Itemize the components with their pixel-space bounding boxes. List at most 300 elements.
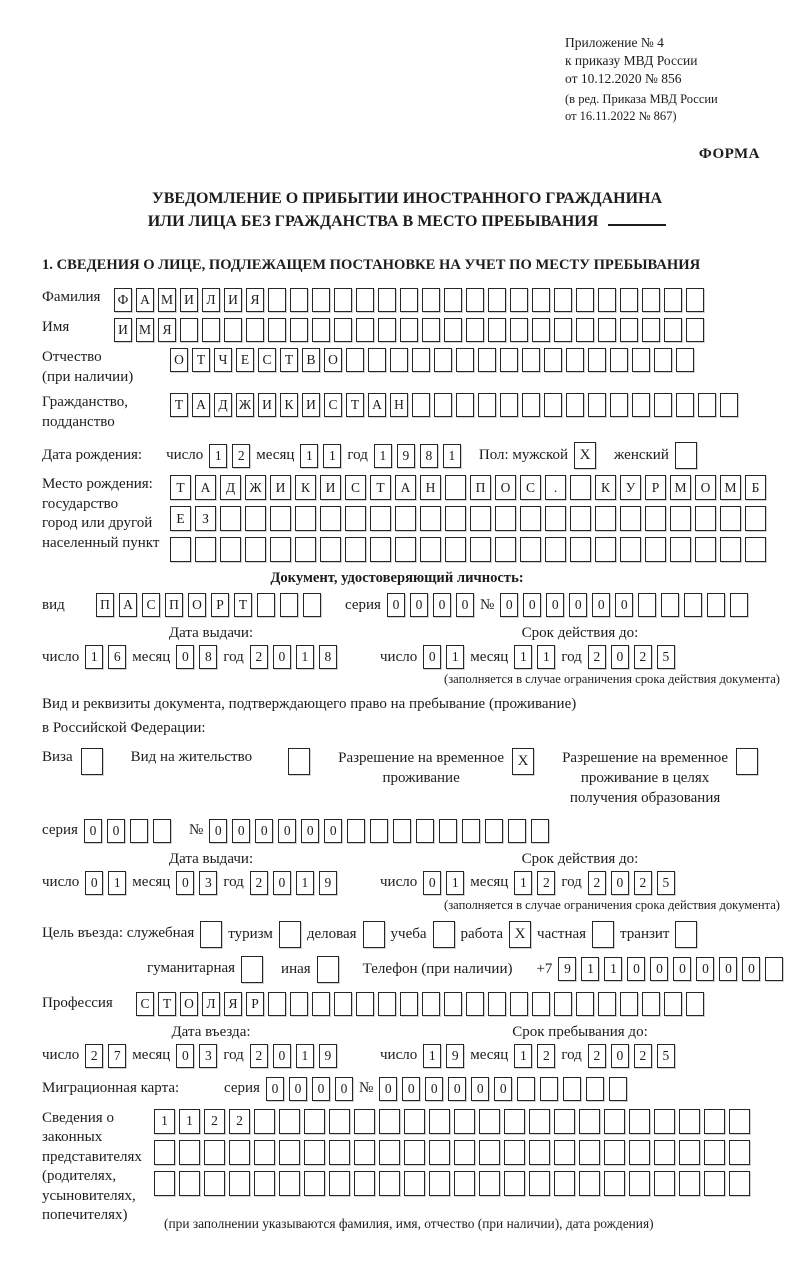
char-cell[interactable] [312,288,330,312]
char-cell[interactable] [356,288,374,312]
char-cell[interactable] [204,1171,225,1196]
char-cell[interactable] [246,318,264,342]
char-cell[interactable]: Ж [236,393,254,417]
char-cell[interactable] [604,1109,625,1134]
char-cell[interactable] [268,318,286,342]
char-cell[interactable]: 0 [627,957,645,981]
char-cell[interactable] [363,921,385,948]
char-cell[interactable] [720,393,738,417]
char-cell[interactable] [707,593,725,617]
char-cell[interactable] [434,348,452,372]
char-cell[interactable]: И [258,393,276,417]
char-cell[interactable]: А [368,393,386,417]
char-cell[interactable] [320,537,341,562]
char-cell[interactable] [500,393,518,417]
char-cell[interactable] [576,992,594,1016]
char-cell[interactable]: 8 [319,645,337,669]
char-cell[interactable] [456,393,474,417]
char-cell[interactable]: 0 [209,819,227,843]
char-cell[interactable]: И [302,393,320,417]
char-cell[interactable] [676,348,694,372]
char-cell[interactable] [404,1140,425,1165]
char-cell[interactable] [329,1171,350,1196]
char-cell[interactable] [303,593,321,617]
char-cell[interactable] [445,506,466,531]
char-cell[interactable] [329,1140,350,1165]
char-cell[interactable]: С [324,393,342,417]
char-cell[interactable]: 0 [546,593,564,617]
char-cell[interactable] [544,348,562,372]
char-cell[interactable] [170,537,191,562]
char-cell[interactable]: Т [280,348,298,372]
char-cell[interactable]: 0 [324,819,342,843]
char-cell[interactable] [179,1140,200,1165]
char-cell[interactable]: 2 [634,645,652,669]
char-cell[interactable]: 0 [456,593,474,617]
char-cell[interactable]: 9 [446,1044,464,1068]
char-cell[interactable] [554,1171,575,1196]
char-cell[interactable]: 9 [558,957,576,981]
char-cell[interactable] [579,1109,600,1134]
char-cell[interactable] [545,537,566,562]
char-cell[interactable] [179,1171,200,1196]
char-cell[interactable]: 1 [209,444,227,468]
char-cell[interactable]: 1 [423,1044,441,1068]
char-cell[interactable] [554,318,572,342]
char-cell[interactable]: Т [158,992,176,1016]
char-cell[interactable]: Т [170,393,188,417]
char-cell[interactable] [632,348,650,372]
char-cell[interactable]: Ж [245,475,266,500]
char-cell[interactable] [346,348,364,372]
char-cell[interactable]: Л [202,992,220,1016]
char-cell[interactable]: 2 [250,645,268,669]
char-cell[interactable]: . [545,475,566,500]
char-cell[interactable] [454,1140,475,1165]
char-cell[interactable] [379,1171,400,1196]
char-cell[interactable] [664,318,682,342]
char-cell[interactable]: 1 [296,1044,314,1068]
char-cell[interactable]: Т [234,593,252,617]
char-cell[interactable]: 0 [569,593,587,617]
char-cell[interactable]: 2 [588,1044,606,1068]
char-cell[interactable] [354,1140,375,1165]
char-cell[interactable] [400,318,418,342]
char-cell[interactable] [679,1109,700,1134]
char-cell[interactable] [684,593,702,617]
char-cell[interactable] [654,348,672,372]
char-cell[interactable]: 6 [108,645,126,669]
char-cell[interactable] [354,1109,375,1134]
char-cell[interactable] [570,506,591,531]
char-cell[interactable] [229,1171,250,1196]
char-cell[interactable] [720,537,741,562]
char-cell[interactable] [329,1109,350,1134]
char-cell[interactable]: 0 [84,819,102,843]
char-cell[interactable] [304,1109,325,1134]
char-cell[interactable] [675,442,697,469]
char-cell[interactable] [532,288,550,312]
char-cell[interactable] [130,819,148,843]
char-cell[interactable]: К [280,393,298,417]
char-cell[interactable] [295,537,316,562]
char-cell[interactable] [416,819,434,843]
char-cell[interactable]: 0 [176,871,194,895]
char-cell[interactable] [610,393,628,417]
char-cell[interactable] [720,506,741,531]
char-cell[interactable] [354,1171,375,1196]
char-cell[interactable] [444,992,462,1016]
char-cell[interactable] [642,318,660,342]
char-cell[interactable] [400,992,418,1016]
char-cell[interactable] [531,819,549,843]
char-cell[interactable] [510,318,528,342]
char-cell[interactable]: 0 [273,871,291,895]
char-cell[interactable] [620,318,638,342]
char-cell[interactable]: 0 [448,1077,466,1101]
char-cell[interactable]: Ч [214,348,232,372]
char-cell[interactable] [529,1140,550,1165]
char-cell[interactable] [566,393,584,417]
char-cell[interactable]: 3 [199,1044,217,1068]
char-cell[interactable]: 2 [588,645,606,669]
char-cell[interactable] [645,506,666,531]
char-cell[interactable] [629,1109,650,1134]
char-cell[interactable] [229,1140,250,1165]
char-cell[interactable] [532,318,550,342]
char-cell[interactable] [245,537,266,562]
char-cell[interactable]: 1 [300,444,318,468]
char-cell[interactable] [422,992,440,1016]
char-cell[interactable]: М [720,475,741,500]
char-cell[interactable] [570,537,591,562]
char-cell[interactable] [466,288,484,312]
char-cell[interactable] [268,992,286,1016]
char-cell[interactable] [433,921,455,948]
char-cell[interactable] [654,1171,675,1196]
char-cell[interactable]: 0 [592,593,610,617]
char-cell[interactable]: 0 [266,1077,284,1101]
char-cell[interactable] [268,288,286,312]
char-cell[interactable] [579,1171,600,1196]
char-cell[interactable]: 1 [514,871,532,895]
char-cell[interactable]: 0 [402,1077,420,1101]
char-cell[interactable] [508,819,526,843]
char-cell[interactable]: 0 [176,1044,194,1068]
char-cell[interactable]: 0 [176,645,194,669]
char-cell[interactable] [202,318,220,342]
char-cell[interactable] [698,393,716,417]
char-cell[interactable] [495,537,516,562]
char-cell[interactable]: О [170,348,188,372]
char-cell[interactable]: К [595,475,616,500]
char-cell[interactable] [695,537,716,562]
char-cell[interactable] [510,992,528,1016]
char-cell[interactable] [532,992,550,1016]
char-cell[interactable] [504,1171,525,1196]
char-cell[interactable] [642,992,660,1016]
char-cell[interactable] [470,537,491,562]
char-cell[interactable] [280,593,298,617]
char-cell[interactable] [632,393,650,417]
char-cell[interactable]: Я [224,992,242,1016]
char-cell[interactable]: Е [170,506,191,531]
char-cell[interactable] [554,1109,575,1134]
char-cell[interactable]: 0 [742,957,760,981]
char-cell[interactable] [429,1171,450,1196]
char-cell[interactable] [745,506,766,531]
char-cell[interactable]: А [192,393,210,417]
char-cell[interactable]: X [509,921,531,948]
char-cell[interactable]: 0 [410,593,428,617]
char-cell[interactable]: В [302,348,320,372]
char-cell[interactable]: 0 [387,593,405,617]
char-cell[interactable]: Т [192,348,210,372]
char-cell[interactable]: 0 [423,645,441,669]
char-cell[interactable]: Н [390,393,408,417]
char-cell[interactable]: 0 [471,1077,489,1101]
char-cell[interactable] [675,921,697,948]
char-cell[interactable]: Д [214,393,232,417]
char-cell[interactable]: 0 [696,957,714,981]
char-cell[interactable]: 1 [154,1109,175,1134]
char-cell[interactable] [609,1077,627,1101]
char-cell[interactable]: 2 [229,1109,250,1134]
char-cell[interactable]: 1 [443,444,461,468]
char-cell[interactable]: С [345,475,366,500]
char-cell[interactable]: 9 [319,871,337,895]
char-cell[interactable] [604,1171,625,1196]
char-cell[interactable] [180,318,198,342]
char-cell[interactable] [529,1171,550,1196]
char-cell[interactable]: О [180,992,198,1016]
char-cell[interactable]: 0 [611,871,629,895]
char-cell[interactable] [620,992,638,1016]
char-cell[interactable]: 2 [634,1044,652,1068]
char-cell[interactable] [393,819,411,843]
char-cell[interactable] [444,318,462,342]
char-cell[interactable] [378,992,396,1016]
char-cell[interactable]: С [258,348,276,372]
char-cell[interactable]: Ф [114,288,132,312]
char-cell[interactable] [304,1171,325,1196]
char-cell[interactable] [466,318,484,342]
char-cell[interactable]: И [270,475,291,500]
char-cell[interactable] [610,348,628,372]
char-cell[interactable] [479,1171,500,1196]
char-cell[interactable] [400,288,418,312]
char-cell[interactable] [479,1109,500,1134]
char-cell[interactable] [279,1171,300,1196]
char-cell[interactable]: 0 [255,819,273,843]
char-cell[interactable] [504,1140,525,1165]
char-cell[interactable]: О [695,475,716,500]
char-cell[interactable] [686,992,704,1016]
char-cell[interactable] [478,393,496,417]
char-cell[interactable] [312,992,330,1016]
char-cell[interactable] [679,1140,700,1165]
char-cell[interactable] [576,288,594,312]
char-cell[interactable]: 0 [301,819,319,843]
char-cell[interactable] [295,506,316,531]
char-cell[interactable]: 9 [397,444,415,468]
char-cell[interactable] [540,1077,558,1101]
char-cell[interactable] [642,288,660,312]
char-cell[interactable] [379,1140,400,1165]
char-cell[interactable]: О [324,348,342,372]
char-cell[interactable] [729,1109,750,1134]
char-cell[interactable]: 0 [650,957,668,981]
char-cell[interactable] [312,318,330,342]
char-cell[interactable] [290,992,308,1016]
char-cell[interactable] [704,1171,725,1196]
char-cell[interactable]: 1 [323,444,341,468]
char-cell[interactable]: М [158,288,176,312]
char-cell[interactable] [629,1140,650,1165]
char-cell[interactable]: А [119,593,137,617]
char-cell[interactable] [334,288,352,312]
char-cell[interactable]: 0 [312,1077,330,1101]
char-cell[interactable] [245,506,266,531]
char-cell[interactable] [279,1140,300,1165]
char-cell[interactable]: 8 [420,444,438,468]
char-cell[interactable]: П [165,593,183,617]
char-cell[interactable]: 0 [289,1077,307,1101]
char-cell[interactable]: 0 [673,957,691,981]
char-cell[interactable]: 0 [278,819,296,843]
char-cell[interactable] [345,537,366,562]
char-cell[interactable] [522,348,540,372]
char-cell[interactable] [488,318,506,342]
char-cell[interactable]: С [142,593,160,617]
char-cell[interactable] [429,1109,450,1134]
char-cell[interactable] [664,288,682,312]
char-cell[interactable]: 1 [374,444,392,468]
char-cell[interactable] [654,1140,675,1165]
char-cell[interactable] [576,318,594,342]
char-cell[interactable] [153,819,171,843]
char-cell[interactable] [270,506,291,531]
char-cell[interactable] [479,1140,500,1165]
char-cell[interactable]: 0 [719,957,737,981]
char-cell[interactable] [439,819,457,843]
char-cell[interactable] [422,288,440,312]
char-cell[interactable] [661,593,679,617]
char-cell[interactable]: 0 [273,645,291,669]
char-cell[interactable]: 1 [581,957,599,981]
char-cell[interactable]: М [136,318,154,342]
char-cell[interactable] [488,992,506,1016]
char-cell[interactable]: Д [220,475,241,500]
char-cell[interactable]: 0 [423,871,441,895]
char-cell[interactable]: Б [745,475,766,500]
char-cell[interactable] [404,1171,425,1196]
char-cell[interactable] [598,288,616,312]
char-cell[interactable] [520,506,541,531]
char-cell[interactable]: М [670,475,691,500]
char-cell[interactable] [654,1109,675,1134]
char-cell[interactable] [676,393,694,417]
char-cell[interactable] [395,506,416,531]
char-cell[interactable] [356,992,374,1016]
char-cell[interactable] [395,537,416,562]
char-cell[interactable] [412,348,430,372]
char-cell[interactable]: А [395,475,416,500]
char-cell[interactable] [598,318,616,342]
char-cell[interactable] [422,318,440,342]
char-cell[interactable] [604,1140,625,1165]
char-cell[interactable]: 1 [108,871,126,895]
char-cell[interactable] [670,537,691,562]
char-cell[interactable] [254,1140,275,1165]
char-cell[interactable] [445,537,466,562]
char-cell[interactable] [664,992,682,1016]
char-cell[interactable] [304,1140,325,1165]
char-cell[interactable] [220,506,241,531]
char-cell[interactable] [317,956,339,983]
char-cell[interactable] [704,1109,725,1134]
char-cell[interactable] [638,593,656,617]
char-cell[interactable]: 8 [199,645,217,669]
char-cell[interactable]: 2 [250,1044,268,1068]
char-cell[interactable] [279,921,301,948]
char-cell[interactable]: У [620,475,641,500]
char-cell[interactable]: 1 [296,645,314,669]
char-cell[interactable]: 2 [232,444,250,468]
char-cell[interactable]: 2 [85,1044,103,1068]
char-cell[interactable]: 1 [514,1044,532,1068]
char-cell[interactable] [686,318,704,342]
char-cell[interactable] [470,506,491,531]
char-cell[interactable]: 2 [250,871,268,895]
char-cell[interactable]: 0 [425,1077,443,1101]
char-cell[interactable] [200,921,222,948]
char-cell[interactable] [566,348,584,372]
char-cell[interactable] [81,748,103,775]
char-cell[interactable] [320,506,341,531]
char-cell[interactable] [592,921,614,948]
char-cell[interactable]: 1 [604,957,622,981]
char-cell[interactable] [563,1077,581,1101]
char-cell[interactable] [204,1140,225,1165]
char-cell[interactable]: 5 [657,871,675,895]
char-cell[interactable]: С [520,475,541,500]
char-cell[interactable] [370,537,391,562]
char-cell[interactable] [730,593,748,617]
char-cell[interactable] [554,1140,575,1165]
char-cell[interactable] [620,537,641,562]
char-cell[interactable]: 0 [107,819,125,843]
char-cell[interactable] [379,1109,400,1134]
char-cell[interactable]: 0 [523,593,541,617]
char-cell[interactable] [154,1140,175,1165]
char-cell[interactable]: С [136,992,154,1016]
char-cell[interactable] [462,819,480,843]
char-cell[interactable]: 0 [232,819,250,843]
char-cell[interactable]: 0 [273,1044,291,1068]
char-cell[interactable] [679,1171,700,1196]
char-cell[interactable] [444,288,462,312]
char-cell[interactable] [586,1077,604,1101]
char-cell[interactable]: X [512,748,534,775]
char-cell[interactable] [254,1171,275,1196]
char-cell[interactable] [629,1171,650,1196]
char-cell[interactable]: П [470,475,491,500]
char-cell[interactable] [588,348,606,372]
char-cell[interactable]: 7 [108,1044,126,1068]
char-cell[interactable]: 1 [296,871,314,895]
char-cell[interactable] [290,288,308,312]
